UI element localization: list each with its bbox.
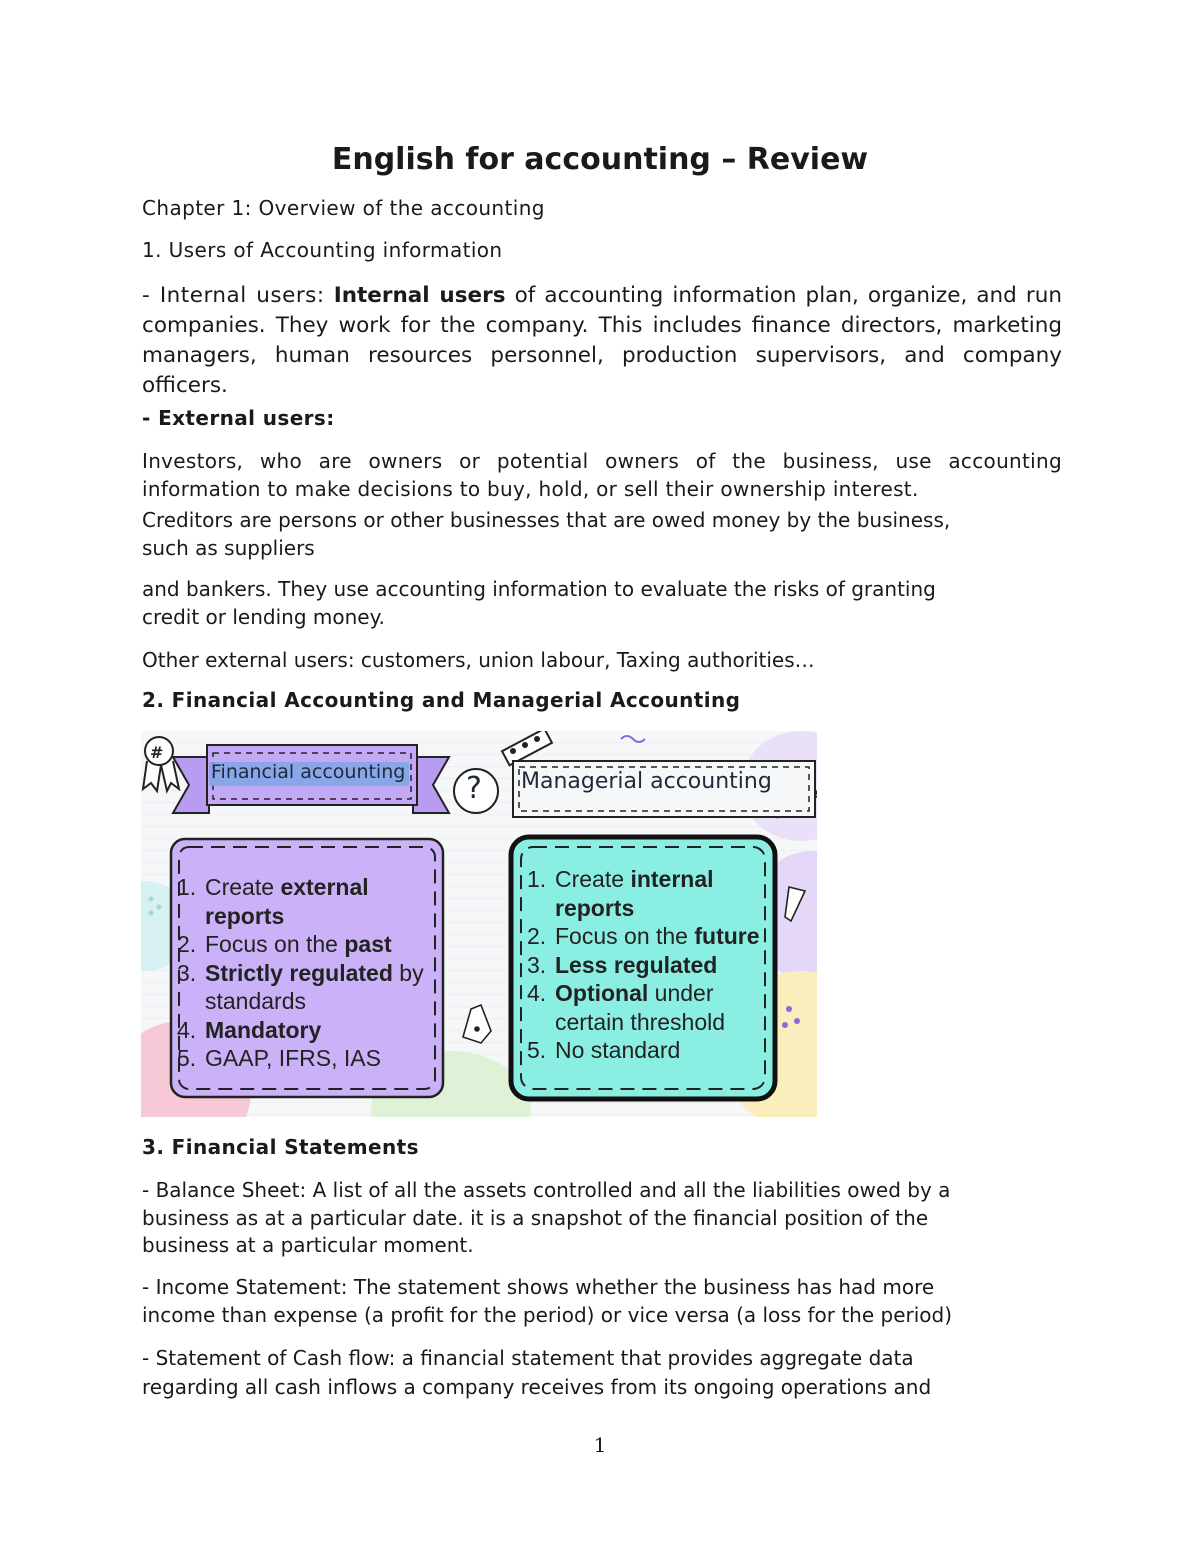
managerial-accounting-title: Managerial accounting — [521, 769, 772, 794]
financial-item-text: Create — [205, 874, 281, 900]
financial-item-bold-text: reports — [205, 902, 285, 929]
managerial-item-number: 1. — [527, 866, 547, 892]
managerial-item — [527, 1036, 767, 1065]
managerial-item-number: 2. — [527, 923, 547, 949]
income-statement-line-2: income than expense (a profit for the period) or vice versa (a loss for the period) — [142, 1302, 953, 1327]
internal-users-paragraph — [142, 281, 1062, 401]
managerial-accounting-card — [527, 865, 767, 1065]
section-2-heading: 2. Financial Accounting and Managerial Accounting — [142, 688, 741, 712]
svg-text:#: # — [150, 743, 164, 762]
balance-sheet-paragraph — [142, 1177, 1062, 1260]
managerial-item — [527, 894, 767, 923]
managerial-item-number: 5. — [527, 1037, 547, 1063]
balance-sheet-line-2: business as at a particular date. it is a snapshot of the financial position of the — [142, 1205, 929, 1230]
award-badge-icon — [143, 737, 179, 791]
financial-item — [177, 959, 437, 988]
financial-item-text: GAAP, IFRS, IAS — [205, 1045, 381, 1071]
financial-accounting-title: Financial accounting — [211, 761, 406, 783]
question-mark: ? — [466, 771, 482, 806]
managerial-item-bold-text: Optional — [555, 980, 649, 1006]
financial-item-number: 3. — [177, 959, 197, 986]
managerial-accounting-list — [527, 865, 767, 1065]
external-users-label-text: - External users: — [142, 406, 335, 430]
cash-flow-paragraph — [142, 1344, 1062, 1401]
cash-flow-line-2: regarding all cash inflows a company receives from its ongoing operations and — [142, 1374, 932, 1399]
managerial-item-bold-text: future — [694, 923, 760, 949]
managerial-item — [527, 979, 767, 1008]
managerial-item-bold-text: reports — [555, 894, 635, 921]
balance-sheet-line-3: business at a particular moment. — [142, 1233, 474, 1257]
financial-item — [177, 1044, 437, 1073]
financial-accounting-list — [177, 873, 437, 1073]
financial-item-number: 4. — [177, 1016, 197, 1043]
section-3-heading: 3. Financial Statements — [142, 1135, 419, 1159]
creditors-paragraph — [142, 506, 1062, 562]
financial-item — [177, 1016, 437, 1045]
managerial-item-text: under — [648, 980, 714, 1006]
bankers-line-1: and bankers. They use accounting information to evaluate the risks of granting — [142, 577, 936, 601]
managerial-item — [527, 1008, 767, 1037]
managerial-item — [527, 951, 767, 980]
internal-users-lead: Internal users — [333, 283, 506, 308]
external-users-label — [142, 406, 335, 430]
financial-item-bold-text: external — [280, 874, 369, 900]
investors-paragraph: Investors, who are owners or potential owners of the business, use accounting information to make decisions to buy, hold, or sell their ownership interest. — [142, 449, 1062, 501]
financial-item — [177, 930, 437, 959]
bankers-line-2: credit or lending money. — [142, 605, 385, 629]
section-1-heading: 1. Users of Accounting information — [142, 238, 503, 262]
managerial-item-number: 3. — [527, 951, 547, 978]
managerial-item-text: Focus on the — [555, 923, 695, 949]
financial-item-bold-text: Mandatory — [205, 1016, 322, 1043]
cash-flow-line-1: - Statement of Cash flow: a financial statement that provides aggregate data — [142, 1346, 914, 1370]
creditors-line-2: such as suppliers — [142, 536, 315, 560]
chapter-heading: Chapter 1: Overview of the accounting — [142, 196, 545, 220]
financial-item-bold-text: Strictly regulated — [205, 959, 393, 986]
financial-item-number: 1. — [177, 874, 197, 900]
managerial-item — [527, 865, 767, 894]
financial-item-text: Focus on the — [205, 931, 345, 957]
internal-users-label: - Internal users: — [142, 283, 325, 308]
income-statement-line-1: - Income Statement: The statement shows whether the business has had more — [142, 1275, 935, 1299]
financial-item-number: 5. — [177, 1045, 197, 1071]
financial-item — [177, 902, 437, 931]
financial-item — [177, 987, 437, 1016]
creditors-line-1: Creditors are persons or other businesses that are owed money by the business, — [142, 508, 951, 532]
managerial-item-bold-text: Less regulated — [555, 951, 718, 978]
managerial-item-number: 4. — [527, 980, 547, 1006]
bankers-paragraph — [142, 575, 1062, 631]
financial-accounting-card — [177, 873, 437, 1073]
managerial-item-text: Create — [555, 866, 631, 892]
pencil-icon — [785, 887, 805, 921]
financial-item-text: by — [392, 959, 424, 986]
comparison-figure — [141, 731, 817, 1117]
other-external-users: Other external users: customers, union labour, Taxing authorities… — [142, 648, 815, 672]
document-title: English for accounting – Review — [331, 142, 869, 177]
internal-users-text: of accounting information plan, organize, and run companies. They work for the company. This includes finance directors, marketing managers, human resources personnel, production supervisors, and company officers. — [142, 283, 1062, 398]
managerial-item-text: No standard — [555, 1037, 681, 1063]
financial-item — [177, 873, 437, 902]
dots-decoration-icon — [782, 1006, 800, 1028]
managerial-item-text: certain threshold — [555, 1008, 726, 1035]
financial-item-number: 2. — [177, 931, 197, 957]
managerial-item — [527, 922, 767, 951]
balance-sheet-line-1: - Balance Sheet: A list of all the assets controlled and all the liabilities owed by a — [142, 1178, 951, 1202]
page-number: 1 — [593, 1433, 607, 1457]
managerial-item-bold-text: internal — [630, 866, 714, 892]
financial-item-text: standards — [205, 988, 307, 1014]
flask-icon — [463, 1005, 491, 1043]
income-statement-paragraph — [142, 1274, 1062, 1329]
financial-item-bold-text: past — [344, 931, 392, 957]
